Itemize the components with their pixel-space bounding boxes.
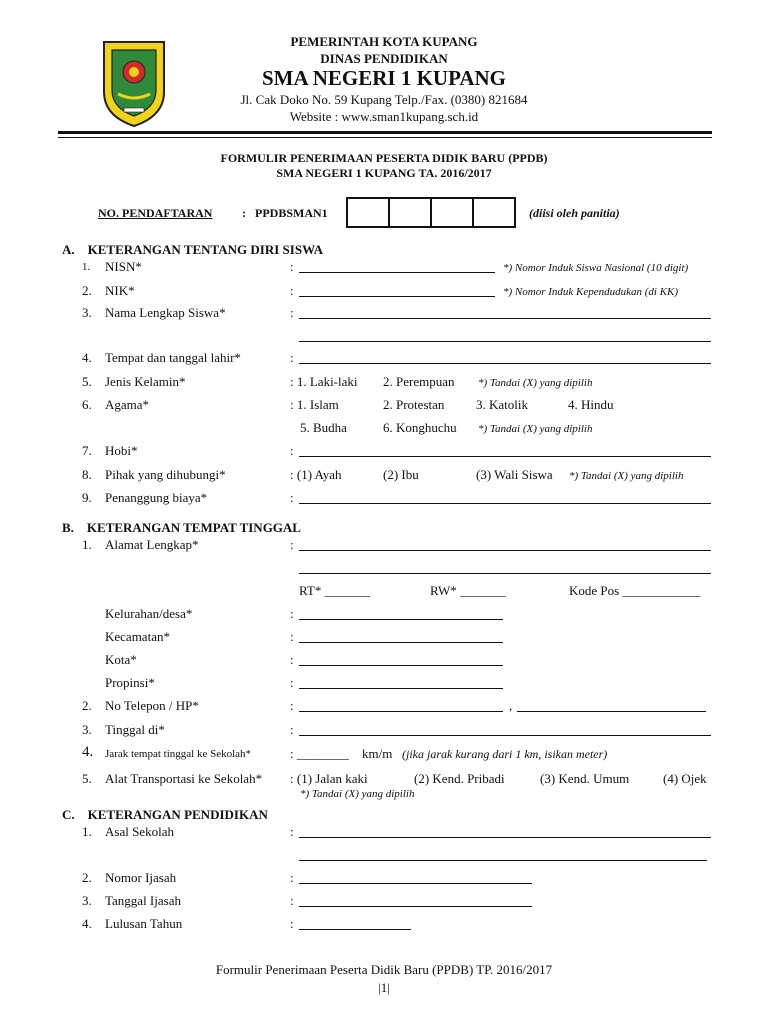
contact-option-ayah[interactable]: : (1) Ayah [290, 467, 342, 482]
origin-school-field[interactable] [299, 837, 711, 838]
registration-number-boxes [348, 197, 516, 228]
kota-label: Kota* [105, 652, 137, 667]
dept-name: DINAS PENDIDIKAN [320, 51, 448, 66]
postal-code-field[interactable]: Kode Pos ____________ [569, 583, 701, 598]
phone-field-2[interactable] [517, 711, 706, 712]
nik-note: *) Nomor Induk Kependudukan (di KK) [503, 286, 679, 298]
contact-option-wali[interactable]: (3) Wali Siswa [476, 467, 553, 482]
kelurahan-field[interactable] [299, 619, 503, 620]
row-number: 8. [82, 467, 92, 482]
gender-option-male[interactable]: : 1. Laki-laki [290, 374, 358, 389]
distance-field[interactable]: : ________ [290, 746, 349, 761]
origin-school-label: Asal Sekolah [105, 824, 174, 839]
row-number: 6. [82, 397, 92, 412]
phone-label: No Telepon / HP* [105, 698, 199, 713]
religion-option-katolik[interactable]: 3. Katolik [476, 397, 528, 412]
residence-label: Tinggal di* [105, 722, 165, 737]
registration-box[interactable] [346, 197, 390, 228]
propinsi-field[interactable] [299, 688, 503, 689]
nik-label: NIK* [105, 283, 135, 298]
gender-label: Jenis Kelamin* [105, 374, 186, 389]
colon: : [290, 283, 294, 298]
transport-note: *) Tandai (X) yang dipilih [300, 788, 415, 800]
row-number: 7. [82, 443, 92, 458]
colon: : [290, 722, 294, 737]
row-number: 4. [82, 744, 94, 760]
colon: : [290, 675, 294, 690]
transport-option-private[interactable]: (2) Kend. Pribadi [414, 771, 505, 786]
rt-field[interactable]: RT* _______ [299, 583, 371, 598]
header-divider-thin [58, 137, 712, 138]
address-label: Alamat Lengkap* [105, 537, 199, 552]
kelurahan-label: Kelurahan/desa* [105, 606, 193, 621]
section-a-title: A. KETERANGAN TENTANG DIRI SISWA [62, 242, 324, 257]
row-number: 2. [82, 698, 92, 713]
transport-option-walk[interactable]: : (1) Jalan kaki [290, 771, 368, 786]
form-subtitle: SMA NEGERI 1 KUPANG TA. 2016/2017 [276, 166, 492, 180]
phone-separator: , [509, 698, 513, 713]
colon: : [290, 698, 294, 713]
registration-prefix: PPDBSMAN1 [255, 206, 328, 220]
nama-field[interactable] [299, 318, 711, 319]
header-divider-thick [58, 131, 712, 134]
hobby-label: Hobi* [105, 443, 138, 458]
residence-field[interactable] [299, 735, 711, 736]
religion-option-hindu[interactable]: 4. Hindu [568, 397, 614, 412]
row-number: 5. [82, 771, 92, 786]
origin-school-field-line2[interactable] [299, 860, 707, 861]
registration-box[interactable] [472, 197, 516, 228]
colon: : [290, 606, 294, 621]
nisn-note: *) Nomor Induk Siswa Nasional (10 digit) [503, 262, 689, 274]
colon: : [290, 537, 294, 552]
row-number: 2. [82, 870, 92, 885]
phone-field[interactable] [299, 711, 503, 712]
kota-field[interactable] [299, 665, 503, 666]
nama-label: Nama Lengkap Siswa* [105, 305, 226, 320]
gender-note: *) Tandai (X) yang dipilih [478, 377, 593, 389]
distance-label: Jarak tempat tinggal ke Sekolah* [105, 748, 252, 760]
transport-label: Alat Transportasi ke Sekolah* [105, 771, 263, 786]
religion-option-protestan[interactable]: 2. Protestan [383, 397, 445, 412]
nama-field-line2[interactable] [299, 341, 711, 342]
registration-box[interactable] [388, 197, 432, 228]
nisn-label: NISN* [105, 259, 142, 274]
colon: : [290, 305, 294, 320]
colon: : [290, 870, 294, 885]
kecamatan-field[interactable] [299, 642, 503, 643]
religion-option-islam[interactable]: : 1. Islam [290, 397, 339, 412]
religion-option-konghuchu[interactable]: 6. Konghuchu [383, 420, 457, 435]
hobby-field[interactable] [299, 456, 711, 457]
row-number: 1. [82, 261, 91, 273]
transport-option-public[interactable]: (3) Kend. Umum [540, 771, 630, 786]
row-number: 1. [82, 824, 92, 839]
gender-option-female[interactable]: 2. Perempuan [383, 374, 455, 389]
colon: : [290, 629, 294, 644]
page-number: |1| [378, 980, 390, 995]
nik-field[interactable] [299, 296, 495, 297]
transport-option-ojek[interactable]: (4) Ojek [663, 771, 707, 786]
rw-field[interactable]: RW* _______ [430, 583, 506, 598]
row-number: 3. [82, 893, 92, 908]
footer-text: Formulir Penerimaan Peserta Didik Baru (PPDB) TP. 2016/2017 [215, 962, 553, 977]
row-number: 3. [82, 722, 92, 737]
colon: : [290, 916, 294, 931]
row-number: 4. [82, 350, 92, 365]
row-number: 9. [82, 490, 92, 505]
graduation-year-label: Lulusan Tahun [105, 916, 183, 931]
row-number: 5. [82, 374, 92, 389]
gov-name: PEMERINTAH KOTA KUPANG [290, 34, 478, 49]
registration-note: (diisi oleh panitia) [529, 206, 620, 220]
row-number: 3. [82, 305, 92, 320]
sponsor-label: Penanggung biaya* [105, 490, 208, 505]
colon: : [290, 893, 294, 908]
kecamatan-label: Kecamatan* [105, 629, 170, 644]
contact-label: Pihak yang dihubungi* [105, 467, 226, 482]
school-website: Website : www.sman1kupang.sch.id [289, 109, 479, 124]
row-number: 4. [82, 916, 92, 931]
address-field-line2[interactable] [299, 573, 711, 574]
distance-note: (jika jarak kurang dari 1 km, isikan meter) [402, 747, 608, 761]
nisn-field[interactable] [299, 272, 495, 273]
certificate-number-field[interactable] [299, 883, 532, 884]
certificate-date-field[interactable] [299, 906, 532, 907]
colon: : [290, 652, 294, 667]
colon: : [290, 259, 294, 274]
row-number: 1. [82, 537, 92, 552]
distance-unit: km/m [362, 746, 393, 761]
school-address: Jl. Cak Doko No. 59 Kupang Telp./Fax. (0380) 821684 [240, 92, 528, 107]
sponsor-field[interactable] [299, 503, 711, 504]
colon: : [290, 443, 294, 458]
religion-note: *) Tandai (X) yang dipilih [478, 423, 593, 435]
certificate-date-label: Tanggal Ijasah [105, 893, 181, 908]
graduation-year-field[interactable] [299, 929, 411, 930]
religion-option-budha[interactable]: 5. Budha [300, 420, 347, 435]
colon: : [290, 350, 294, 365]
contact-option-ibu[interactable]: (2) Ibu [383, 467, 419, 482]
section-b-title: B. KETERANGAN TEMPAT TINGGAL [62, 520, 301, 535]
colon: : [290, 490, 294, 505]
school-name: SMA NEGERI 1 KUPANG [261, 66, 507, 90]
propinsi-label: Propinsi* [105, 675, 155, 690]
contact-note: *) Tandai (X) yang dipilih [569, 470, 684, 482]
form-title: FORMULIR PENERIMAAN PESERTA DIDIK BARU (PPDB) [220, 151, 548, 165]
section-c-title: C. KETERANGAN PENDIDIKAN [62, 807, 268, 822]
row-number: 2. [82, 283, 92, 298]
certificate-number-label: Nomor Ijasah [105, 870, 177, 885]
registration-colon: : [242, 206, 246, 220]
ttl-field[interactable] [299, 363, 711, 364]
ttl-label: Tempat dan tanggal lahir* [105, 350, 241, 365]
religion-label: Agama* [105, 397, 150, 412]
colon: : [290, 824, 294, 839]
registration-label: NO. PENDAFTARAN [98, 206, 213, 220]
registration-box[interactable] [430, 197, 474, 228]
address-field[interactable] [299, 550, 711, 551]
